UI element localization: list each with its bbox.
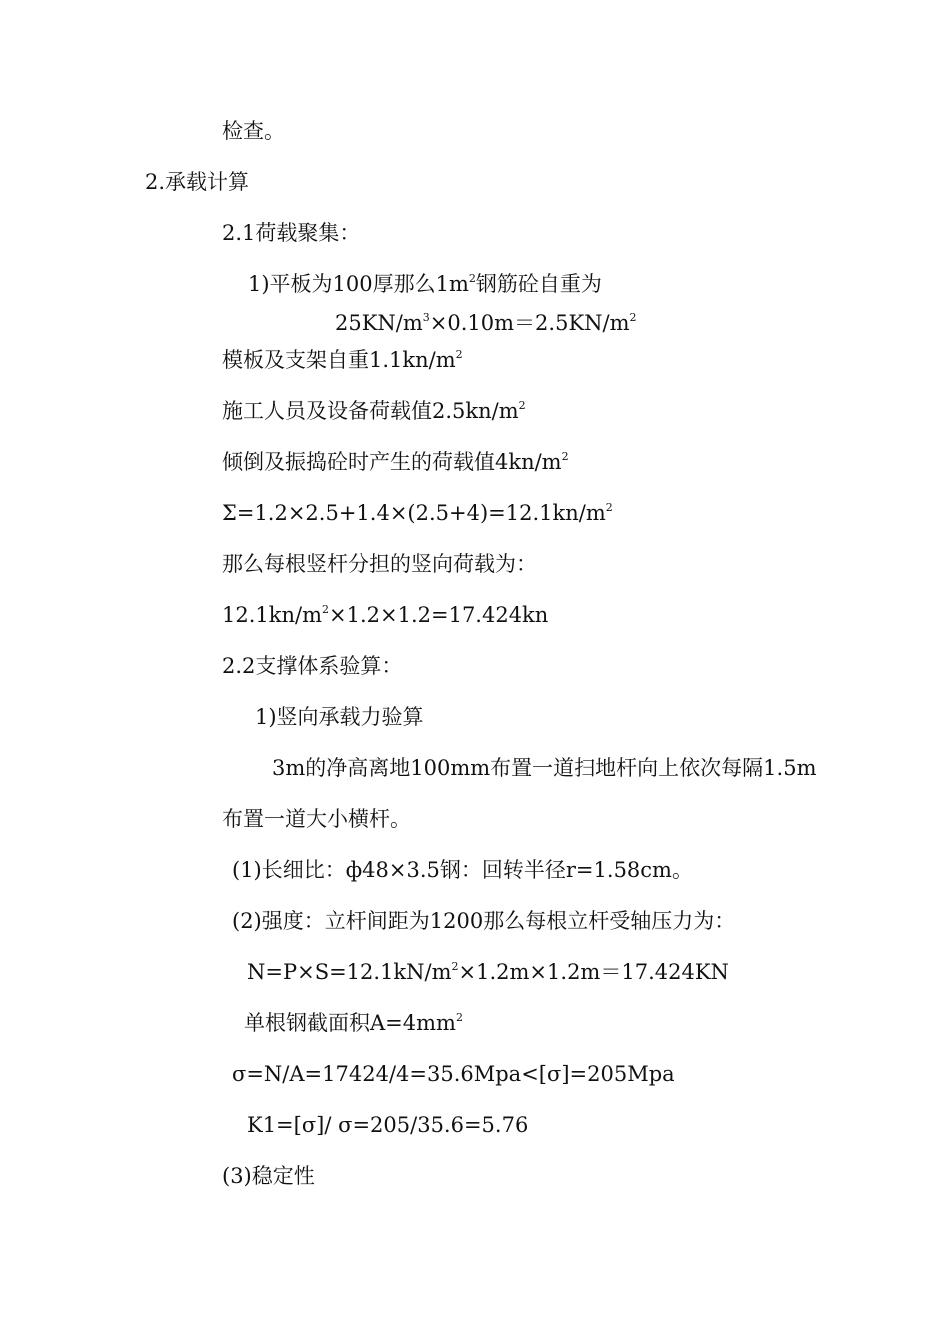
formula-line xyxy=(335,310,637,336)
superscript: 2 xyxy=(455,348,463,361)
text-run: σ=N/A=17424/4=35.6Mpa<[σ]=205Mpa xyxy=(232,1062,675,1086)
text-line xyxy=(222,347,463,373)
superscript: 3 xyxy=(422,311,430,324)
text-run: 布置一道大小横杆。 xyxy=(222,807,411,831)
text-run: 倾倒及振捣砼时产生的荷载值4kn/m xyxy=(222,450,562,474)
text-run: 钢筋砼自重为 xyxy=(475,272,602,296)
text-line xyxy=(222,118,285,144)
text-run: N=P×S=12.1kN/m xyxy=(247,960,452,984)
text-line xyxy=(222,398,526,424)
superscript: 2 xyxy=(468,272,476,285)
text-run: (2)强度：立杆间距为1200那么每根立杆受轴压力为： xyxy=(232,909,736,933)
text-run: 模板及支架自重1.1kn/m xyxy=(222,348,456,372)
text-run: 单根钢截面积A=4mm xyxy=(244,1011,456,1035)
text-line xyxy=(222,449,569,475)
text-run: 25KN/m xyxy=(335,311,423,335)
formula-line xyxy=(247,1112,528,1138)
text-run: 检查。 xyxy=(222,119,285,143)
text-run: ×1.2m×1.2m＝17.424KN xyxy=(458,960,729,984)
text-run: (3)稳定性 xyxy=(222,1164,315,1188)
text-line xyxy=(222,806,411,832)
text-run: 那么每根竖杆分担的竖向荷载为： xyxy=(222,552,537,576)
text-line xyxy=(255,704,424,730)
text-run: 2.1荷载聚集： xyxy=(222,221,361,245)
formula-line xyxy=(247,959,729,985)
subsection-heading xyxy=(222,220,360,246)
superscript: 2 xyxy=(322,603,329,616)
text-line xyxy=(222,551,537,577)
text-run: 1)竖向承载力验算 xyxy=(255,705,424,729)
section-heading xyxy=(145,169,249,195)
text-line xyxy=(222,1163,315,1189)
text-line xyxy=(248,271,602,297)
text-run: 12.1kn/m xyxy=(222,603,322,627)
formula-line xyxy=(222,500,613,526)
text-run: 1)平板为100厚那么1m xyxy=(248,272,469,296)
text-run: ×0.10m＝2.5KN/m xyxy=(429,311,630,335)
superscript: 2 xyxy=(455,1011,463,1024)
formula-line xyxy=(222,602,548,628)
text-run: 3m的净高离地100mm布置一道扫地杆向上依次每隔1.5m xyxy=(272,756,817,780)
text-run: K1=[σ]/ σ=205/35.6=5.76 xyxy=(247,1113,529,1137)
formula-line xyxy=(232,1061,675,1087)
text-line xyxy=(272,755,817,781)
text-run: 2.2支撑体系验算： xyxy=(222,654,403,678)
text-run: 2.承载计算 xyxy=(145,170,250,194)
subsection-heading xyxy=(222,653,402,679)
text-line xyxy=(232,908,735,934)
text-line xyxy=(244,1010,463,1036)
superscript: 2 xyxy=(561,450,569,463)
superscript: 2 xyxy=(605,501,613,514)
text-run: ×1.2×1.2=17.424kn xyxy=(329,603,549,627)
superscript: 2 xyxy=(518,399,526,412)
text-run: (1)长细比：ф48×3.5钢：回转半径r=1.58cm。 xyxy=(232,858,693,882)
superscript: 2 xyxy=(451,960,459,973)
superscript: 2 xyxy=(629,311,637,324)
text-run: Σ=1.2×2.5+1.4×(2.5+4)=12.1kn/m xyxy=(222,501,606,525)
text-line xyxy=(232,857,693,883)
text-run: 施工人员及设备荷载值2.5kn/m xyxy=(222,399,519,423)
